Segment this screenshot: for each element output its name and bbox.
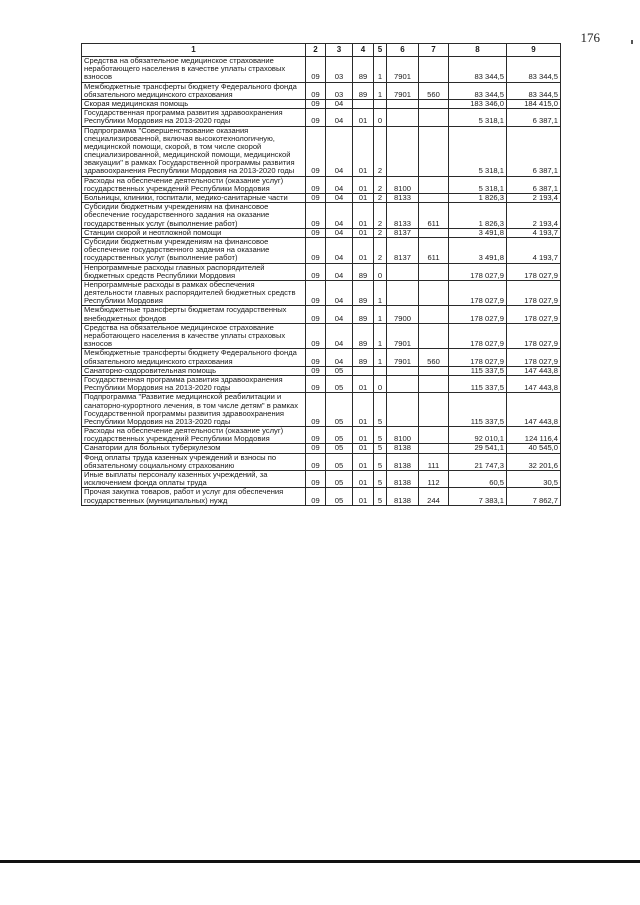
subsection-code-cell: 04 bbox=[326, 237, 353, 263]
table-row bbox=[82, 306, 561, 323]
subsection-code-cell: 04 bbox=[326, 280, 353, 306]
subprogram-code-cell: 5 bbox=[374, 427, 387, 444]
table-body bbox=[82, 57, 561, 506]
expense-type-cell bbox=[419, 126, 449, 176]
section-code-cell: 09 bbox=[306, 203, 326, 229]
subsection-code-cell: 05 bbox=[326, 453, 353, 470]
row-name-cell: Непрограммные расходы в рамках обеспечения деятельности главных распорядителей бюджетных средств Республики Мордовия bbox=[82, 280, 306, 306]
subprogram-code-cell: 5 bbox=[374, 393, 387, 427]
program-code-cell: 89 bbox=[353, 57, 374, 83]
section-code-cell: 09 bbox=[306, 427, 326, 444]
table-row bbox=[82, 427, 561, 444]
expense-type-cell bbox=[419, 375, 449, 392]
subprogram-code-cell: 5 bbox=[374, 488, 387, 505]
amount-year2-cell: 178 027,9 bbox=[507, 280, 561, 306]
table-row bbox=[82, 109, 561, 126]
expense-type-cell bbox=[419, 228, 449, 237]
amount-year2-cell: 2 193,4 bbox=[507, 203, 561, 229]
amount-year2-cell: 83 344,5 bbox=[507, 82, 561, 99]
section-code-cell: 09 bbox=[306, 453, 326, 470]
amount-year2-cell: 30,5 bbox=[507, 471, 561, 488]
target-article-cell: 8100 bbox=[387, 176, 419, 193]
row-name-cell: Иные выплаты персоналу казенных учреждений, за исключением фонда оплаты труда bbox=[82, 471, 306, 488]
expense-type-cell bbox=[419, 176, 449, 193]
row-name-cell: Станции скорой и неотложной помощи bbox=[82, 228, 306, 237]
section-code-cell: 09 bbox=[306, 323, 326, 349]
amount-year1-cell: 60,5 bbox=[449, 471, 507, 488]
amount-year2-cell: 4 193,7 bbox=[507, 237, 561, 263]
subsection-code-cell: 05 bbox=[326, 366, 353, 375]
program-code-cell: 01 bbox=[353, 444, 374, 453]
target-article-cell: 8133 bbox=[387, 203, 419, 229]
expense-type-cell: 611 bbox=[419, 237, 449, 263]
row-name-cell: Санатории для больных туберкулезом bbox=[82, 444, 306, 453]
subprogram-code-cell: 2 bbox=[374, 237, 387, 263]
amount-year1-cell: 115 337,5 bbox=[449, 393, 507, 427]
amount-year2-cell: 40 545,0 bbox=[507, 444, 561, 453]
row-name-cell: Межбюджетные трансферты бюджету Федерального фонда обязательного медицинского страхования bbox=[82, 82, 306, 99]
row-name-cell: Расходы на обеспечение деятельности (оказание услуг) государственных учреждений Республики Мордовия bbox=[82, 176, 306, 193]
section-code-cell: 09 bbox=[306, 99, 326, 108]
expense-type-cell bbox=[419, 109, 449, 126]
amount-year1-cell: 3 491,8 bbox=[449, 228, 507, 237]
section-code-cell: 09 bbox=[306, 263, 326, 280]
subprogram-code-cell: 1 bbox=[374, 57, 387, 83]
target-article-cell: 8100 bbox=[387, 427, 419, 444]
amount-year1-cell: 1 826,3 bbox=[449, 194, 507, 203]
table-row bbox=[82, 82, 561, 99]
section-code-cell: 09 bbox=[306, 349, 326, 366]
expense-type-cell bbox=[419, 323, 449, 349]
subsection-code-cell: 05 bbox=[326, 375, 353, 392]
edge-mark bbox=[631, 40, 633, 44]
section-code-cell: 09 bbox=[306, 82, 326, 99]
amount-year1-cell: 115 337,5 bbox=[449, 375, 507, 392]
program-code-cell: 01 bbox=[353, 194, 374, 203]
expense-type-cell: 560 bbox=[419, 82, 449, 99]
target-article-cell: 7901 bbox=[387, 349, 419, 366]
amount-year2-cell: 178 027,9 bbox=[507, 349, 561, 366]
subsection-code-cell: 03 bbox=[326, 82, 353, 99]
subprogram-code-cell bbox=[374, 99, 387, 108]
amount-year1-cell: 21 747,3 bbox=[449, 453, 507, 470]
amount-year1-cell: 178 027,9 bbox=[449, 280, 507, 306]
section-code-cell: 09 bbox=[306, 488, 326, 505]
target-article-cell: 7901 bbox=[387, 82, 419, 99]
program-code-cell: 01 bbox=[353, 203, 374, 229]
expense-type-cell bbox=[419, 280, 449, 306]
program-code-cell: 01 bbox=[353, 176, 374, 193]
expense-type-cell bbox=[419, 427, 449, 444]
amount-year2-cell: 6 387,1 bbox=[507, 126, 561, 176]
subprogram-code-cell: 1 bbox=[374, 306, 387, 323]
subprogram-code-cell: 2 bbox=[374, 228, 387, 237]
amount-year1-cell: 5 318,1 bbox=[449, 126, 507, 176]
expense-type-cell: 611 bbox=[419, 203, 449, 229]
amount-year2-cell: 4 193,7 bbox=[507, 228, 561, 237]
expense-type-cell bbox=[419, 99, 449, 108]
expense-type-cell bbox=[419, 306, 449, 323]
target-article-cell: 7901 bbox=[387, 57, 419, 83]
amount-year2-cell: 6 387,1 bbox=[507, 109, 561, 126]
table-row bbox=[82, 323, 561, 349]
column-header: 8 bbox=[449, 44, 507, 57]
program-code-cell: 01 bbox=[353, 393, 374, 427]
target-article-cell bbox=[387, 126, 419, 176]
target-article-cell bbox=[387, 366, 419, 375]
section-code-cell: 09 bbox=[306, 176, 326, 193]
expense-type-cell bbox=[419, 444, 449, 453]
row-name-cell: Государственная программа развития здравоохранения Республики Мордовия на 2013-2020 годы bbox=[82, 375, 306, 392]
subprogram-code-cell: 5 bbox=[374, 471, 387, 488]
amount-year1-cell: 83 344,5 bbox=[449, 82, 507, 99]
target-article-cell bbox=[387, 280, 419, 306]
subprogram-code-cell: 0 bbox=[374, 375, 387, 392]
target-article-cell: 8137 bbox=[387, 237, 419, 263]
section-code-cell: 09 bbox=[306, 393, 326, 427]
row-name-cell: Расходы на обеспечение деятельности (оказание услуг) государственных учреждений Республики Мордовия bbox=[82, 427, 306, 444]
subsection-code-cell: 04 bbox=[326, 263, 353, 280]
expense-type-cell bbox=[419, 263, 449, 280]
program-code-cell: 01 bbox=[353, 228, 374, 237]
subsection-code-cell: 04 bbox=[326, 126, 353, 176]
program-code-cell: 89 bbox=[353, 349, 374, 366]
row-name-cell: Средства на обязательное медицинское страхование неработающего населения в качестве уплаты страховых взносов bbox=[82, 323, 306, 349]
table-row bbox=[82, 444, 561, 453]
program-code-cell: 89 bbox=[353, 280, 374, 306]
column-header: 1 bbox=[82, 44, 306, 57]
program-code-cell: 89 bbox=[353, 82, 374, 99]
amount-year1-cell: 3 491,8 bbox=[449, 237, 507, 263]
subsection-code-cell: 04 bbox=[326, 203, 353, 229]
table-row bbox=[82, 126, 561, 176]
section-code-cell: 09 bbox=[306, 366, 326, 375]
column-header: 4 bbox=[353, 44, 374, 57]
column-header: 2 bbox=[306, 44, 326, 57]
section-code-cell: 09 bbox=[306, 57, 326, 83]
target-article-cell bbox=[387, 99, 419, 108]
target-article-cell: 7900 bbox=[387, 306, 419, 323]
table-row bbox=[82, 349, 561, 366]
column-header: 7 bbox=[419, 44, 449, 57]
program-code-cell: 89 bbox=[353, 323, 374, 349]
subsection-code-cell: 04 bbox=[326, 323, 353, 349]
section-code-cell: 09 bbox=[306, 194, 326, 203]
target-article-cell bbox=[387, 393, 419, 427]
row-name-cell: Межбюджетные трансферты бюджету Федерального фонда обязательного медицинского страхования bbox=[82, 349, 306, 366]
program-code-cell: 01 bbox=[353, 471, 374, 488]
program-code-cell bbox=[353, 99, 374, 108]
amount-year1-cell: 83 344,5 bbox=[449, 57, 507, 83]
table-row bbox=[82, 280, 561, 306]
amount-year1-cell: 5 318,1 bbox=[449, 109, 507, 126]
amount-year1-cell: 178 027,9 bbox=[449, 306, 507, 323]
table-row bbox=[82, 263, 561, 280]
program-code-cell: 01 bbox=[353, 109, 374, 126]
subsection-code-cell: 04 bbox=[326, 194, 353, 203]
amount-year2-cell: 2 193,4 bbox=[507, 194, 561, 203]
column-header: 9 bbox=[507, 44, 561, 57]
subsection-code-cell: 05 bbox=[326, 471, 353, 488]
table-row bbox=[82, 194, 561, 203]
amount-year2-cell: 178 027,9 bbox=[507, 263, 561, 280]
amount-year2-cell: 124 116,4 bbox=[507, 427, 561, 444]
program-code-cell: 89 bbox=[353, 306, 374, 323]
expense-type-cell: 560 bbox=[419, 349, 449, 366]
program-code-cell: 01 bbox=[353, 237, 374, 263]
program-code-cell: 01 bbox=[353, 126, 374, 176]
expense-type-cell bbox=[419, 393, 449, 427]
amount-year1-cell: 1 826,3 bbox=[449, 203, 507, 229]
table-row bbox=[82, 366, 561, 375]
amount-year2-cell: 147 443,8 bbox=[507, 366, 561, 375]
row-name-cell: Фонд оплаты труда казенных учреждений и взносы по обязательному социальному страхованию bbox=[82, 453, 306, 470]
table-row bbox=[82, 375, 561, 392]
target-article-cell: 8138 bbox=[387, 444, 419, 453]
target-article-cell bbox=[387, 375, 419, 392]
subsection-code-cell: 04 bbox=[326, 349, 353, 366]
subprogram-code-cell: 1 bbox=[374, 349, 387, 366]
table-row bbox=[82, 471, 561, 488]
row-name-cell: Прочая закупка товаров, работ и услуг для обеспечения государственных (муниципальных) нужд bbox=[82, 488, 306, 505]
row-name-cell: Санаторно-оздоровительная помощь bbox=[82, 366, 306, 375]
subprogram-code-cell: 2 bbox=[374, 176, 387, 193]
row-name-cell: Субсидии бюджетным учреждениям на финансовое обеспечение государственного задания на оказание государственных услуг (выполнение работ) bbox=[82, 237, 306, 263]
amount-year2-cell: 147 443,8 bbox=[507, 375, 561, 392]
amount-year1-cell: 115 337,5 bbox=[449, 366, 507, 375]
amount-year2-cell: 178 027,9 bbox=[507, 323, 561, 349]
program-code-cell: 89 bbox=[353, 263, 374, 280]
target-article-cell: 8138 bbox=[387, 471, 419, 488]
table-header-row bbox=[82, 44, 561, 57]
program-code-cell: 01 bbox=[353, 453, 374, 470]
subprogram-code-cell: 0 bbox=[374, 109, 387, 126]
section-code-cell: 09 bbox=[306, 306, 326, 323]
target-article-cell bbox=[387, 263, 419, 280]
section-code-cell: 09 bbox=[306, 471, 326, 488]
program-code-cell bbox=[353, 366, 374, 375]
amount-year2-cell: 147 443,8 bbox=[507, 393, 561, 427]
table-row bbox=[82, 237, 561, 263]
row-name-cell: Подпрограмма "Совершенствование оказания специализированной, включая высокотехнологичную, медицинской помощи, скорой, в том числе скорой специализированной, медицинской помощи, медицинской эвакуации" в рамках Государственной программы развития здравоохранения Республики Мордовия на 2013-2020 годы bbox=[82, 126, 306, 176]
section-code-cell: 09 bbox=[306, 280, 326, 306]
expense-type-cell: 112 bbox=[419, 471, 449, 488]
amount-year2-cell: 178 027,9 bbox=[507, 306, 561, 323]
subsection-code-cell: 05 bbox=[326, 444, 353, 453]
amount-year2-cell: 6 387,1 bbox=[507, 176, 561, 193]
target-article-cell bbox=[387, 109, 419, 126]
amount-year1-cell: 92 010,1 bbox=[449, 427, 507, 444]
subsection-code-cell: 04 bbox=[326, 99, 353, 108]
expense-type-cell bbox=[419, 194, 449, 203]
row-name-cell: Межбюджетные трансферты бюджетам государственных внебюджетных фондов bbox=[82, 306, 306, 323]
row-name-cell: Подпрограмма "Развитие медицинской реабилитации и санаторно-курортного лечения, в том числе детям" в рамках Государственной программы развития здравоохранения Республики Мордовия на 2013-2020 годы bbox=[82, 393, 306, 427]
subprogram-code-cell: 1 bbox=[374, 82, 387, 99]
table-row bbox=[82, 99, 561, 108]
section-code-cell: 09 bbox=[306, 109, 326, 126]
column-header: 3 bbox=[326, 44, 353, 57]
row-name-cell: Средства на обязательное медицинское страхование неработающего населения в качестве уплаты страховых взносов bbox=[82, 57, 306, 83]
subprogram-code-cell: 2 bbox=[374, 203, 387, 229]
subprogram-code-cell: 2 bbox=[374, 194, 387, 203]
subprogram-code-cell: 1 bbox=[374, 323, 387, 349]
target-article-cell: 8137 bbox=[387, 228, 419, 237]
amount-year2-cell: 32 201,6 bbox=[507, 453, 561, 470]
amount-year1-cell: 183 346,0 bbox=[449, 99, 507, 108]
expense-type-cell bbox=[419, 57, 449, 83]
subsection-code-cell: 04 bbox=[326, 176, 353, 193]
bottom-rule bbox=[0, 860, 640, 863]
table-row bbox=[82, 453, 561, 470]
expense-type-cell: 244 bbox=[419, 488, 449, 505]
subprogram-code-cell: 0 bbox=[374, 263, 387, 280]
section-code-cell: 09 bbox=[306, 237, 326, 263]
subsection-code-cell: 04 bbox=[326, 306, 353, 323]
subprogram-code-cell: 1 bbox=[374, 280, 387, 306]
budget-table bbox=[81, 43, 561, 506]
amount-year1-cell: 7 383,1 bbox=[449, 488, 507, 505]
subprogram-code-cell: 5 bbox=[374, 453, 387, 470]
amount-year2-cell: 184 415,0 bbox=[507, 99, 561, 108]
row-name-cell: Больницы, клиники, госпитали, медико-санитарные части bbox=[82, 194, 306, 203]
row-name-cell: Субсидии бюджетным учреждениям на финансовое обеспечение государственного задания на оказание государственных услуг (выполнение работ) bbox=[82, 203, 306, 229]
expense-type-cell bbox=[419, 366, 449, 375]
amount-year2-cell: 7 862,7 bbox=[507, 488, 561, 505]
row-name-cell: Скорая медицинская помощь bbox=[82, 99, 306, 108]
table-row bbox=[82, 393, 561, 427]
page-number: 176 bbox=[580, 30, 600, 45]
row-name-cell: Государственная программа развития здравоохранения Республики Мордовия на 2013-2020 годы bbox=[82, 109, 306, 126]
table-row bbox=[82, 228, 561, 237]
subsection-code-cell: 03 bbox=[326, 57, 353, 83]
table-row bbox=[82, 176, 561, 193]
subprogram-code-cell: 2 bbox=[374, 126, 387, 176]
target-article-cell: 8138 bbox=[387, 488, 419, 505]
subsection-code-cell: 05 bbox=[326, 488, 353, 505]
subprogram-code-cell: 5 bbox=[374, 444, 387, 453]
section-code-cell: 09 bbox=[306, 375, 326, 392]
program-code-cell: 01 bbox=[353, 488, 374, 505]
section-code-cell: 09 bbox=[306, 444, 326, 453]
column-header: 5 bbox=[374, 44, 387, 57]
table-row bbox=[82, 203, 561, 229]
expense-type-cell: 111 bbox=[419, 453, 449, 470]
amount-year1-cell: 178 027,9 bbox=[449, 323, 507, 349]
amount-year1-cell: 29 541,1 bbox=[449, 444, 507, 453]
amount-year1-cell: 178 027,9 bbox=[449, 263, 507, 280]
target-article-cell: 7901 bbox=[387, 323, 419, 349]
amount-year1-cell: 178 027,9 bbox=[449, 349, 507, 366]
section-code-cell: 09 bbox=[306, 228, 326, 237]
program-code-cell: 01 bbox=[353, 427, 374, 444]
table-row bbox=[82, 57, 561, 83]
subsection-code-cell: 04 bbox=[326, 109, 353, 126]
target-article-cell: 8138 bbox=[387, 453, 419, 470]
subsection-code-cell: 05 bbox=[326, 393, 353, 427]
program-code-cell: 01 bbox=[353, 375, 374, 392]
section-code-cell: 09 bbox=[306, 126, 326, 176]
target-article-cell: 8133 bbox=[387, 194, 419, 203]
subsection-code-cell: 05 bbox=[326, 427, 353, 444]
amount-year1-cell: 5 318,1 bbox=[449, 176, 507, 193]
amount-year2-cell: 83 344,5 bbox=[507, 57, 561, 83]
row-name-cell: Непрограммные расходы главных распорядителей бюджетных средств Республики Мордовия bbox=[82, 263, 306, 280]
column-header: 6 bbox=[387, 44, 419, 57]
subsection-code-cell: 04 bbox=[326, 228, 353, 237]
table-row bbox=[82, 488, 561, 505]
subprogram-code-cell bbox=[374, 366, 387, 375]
